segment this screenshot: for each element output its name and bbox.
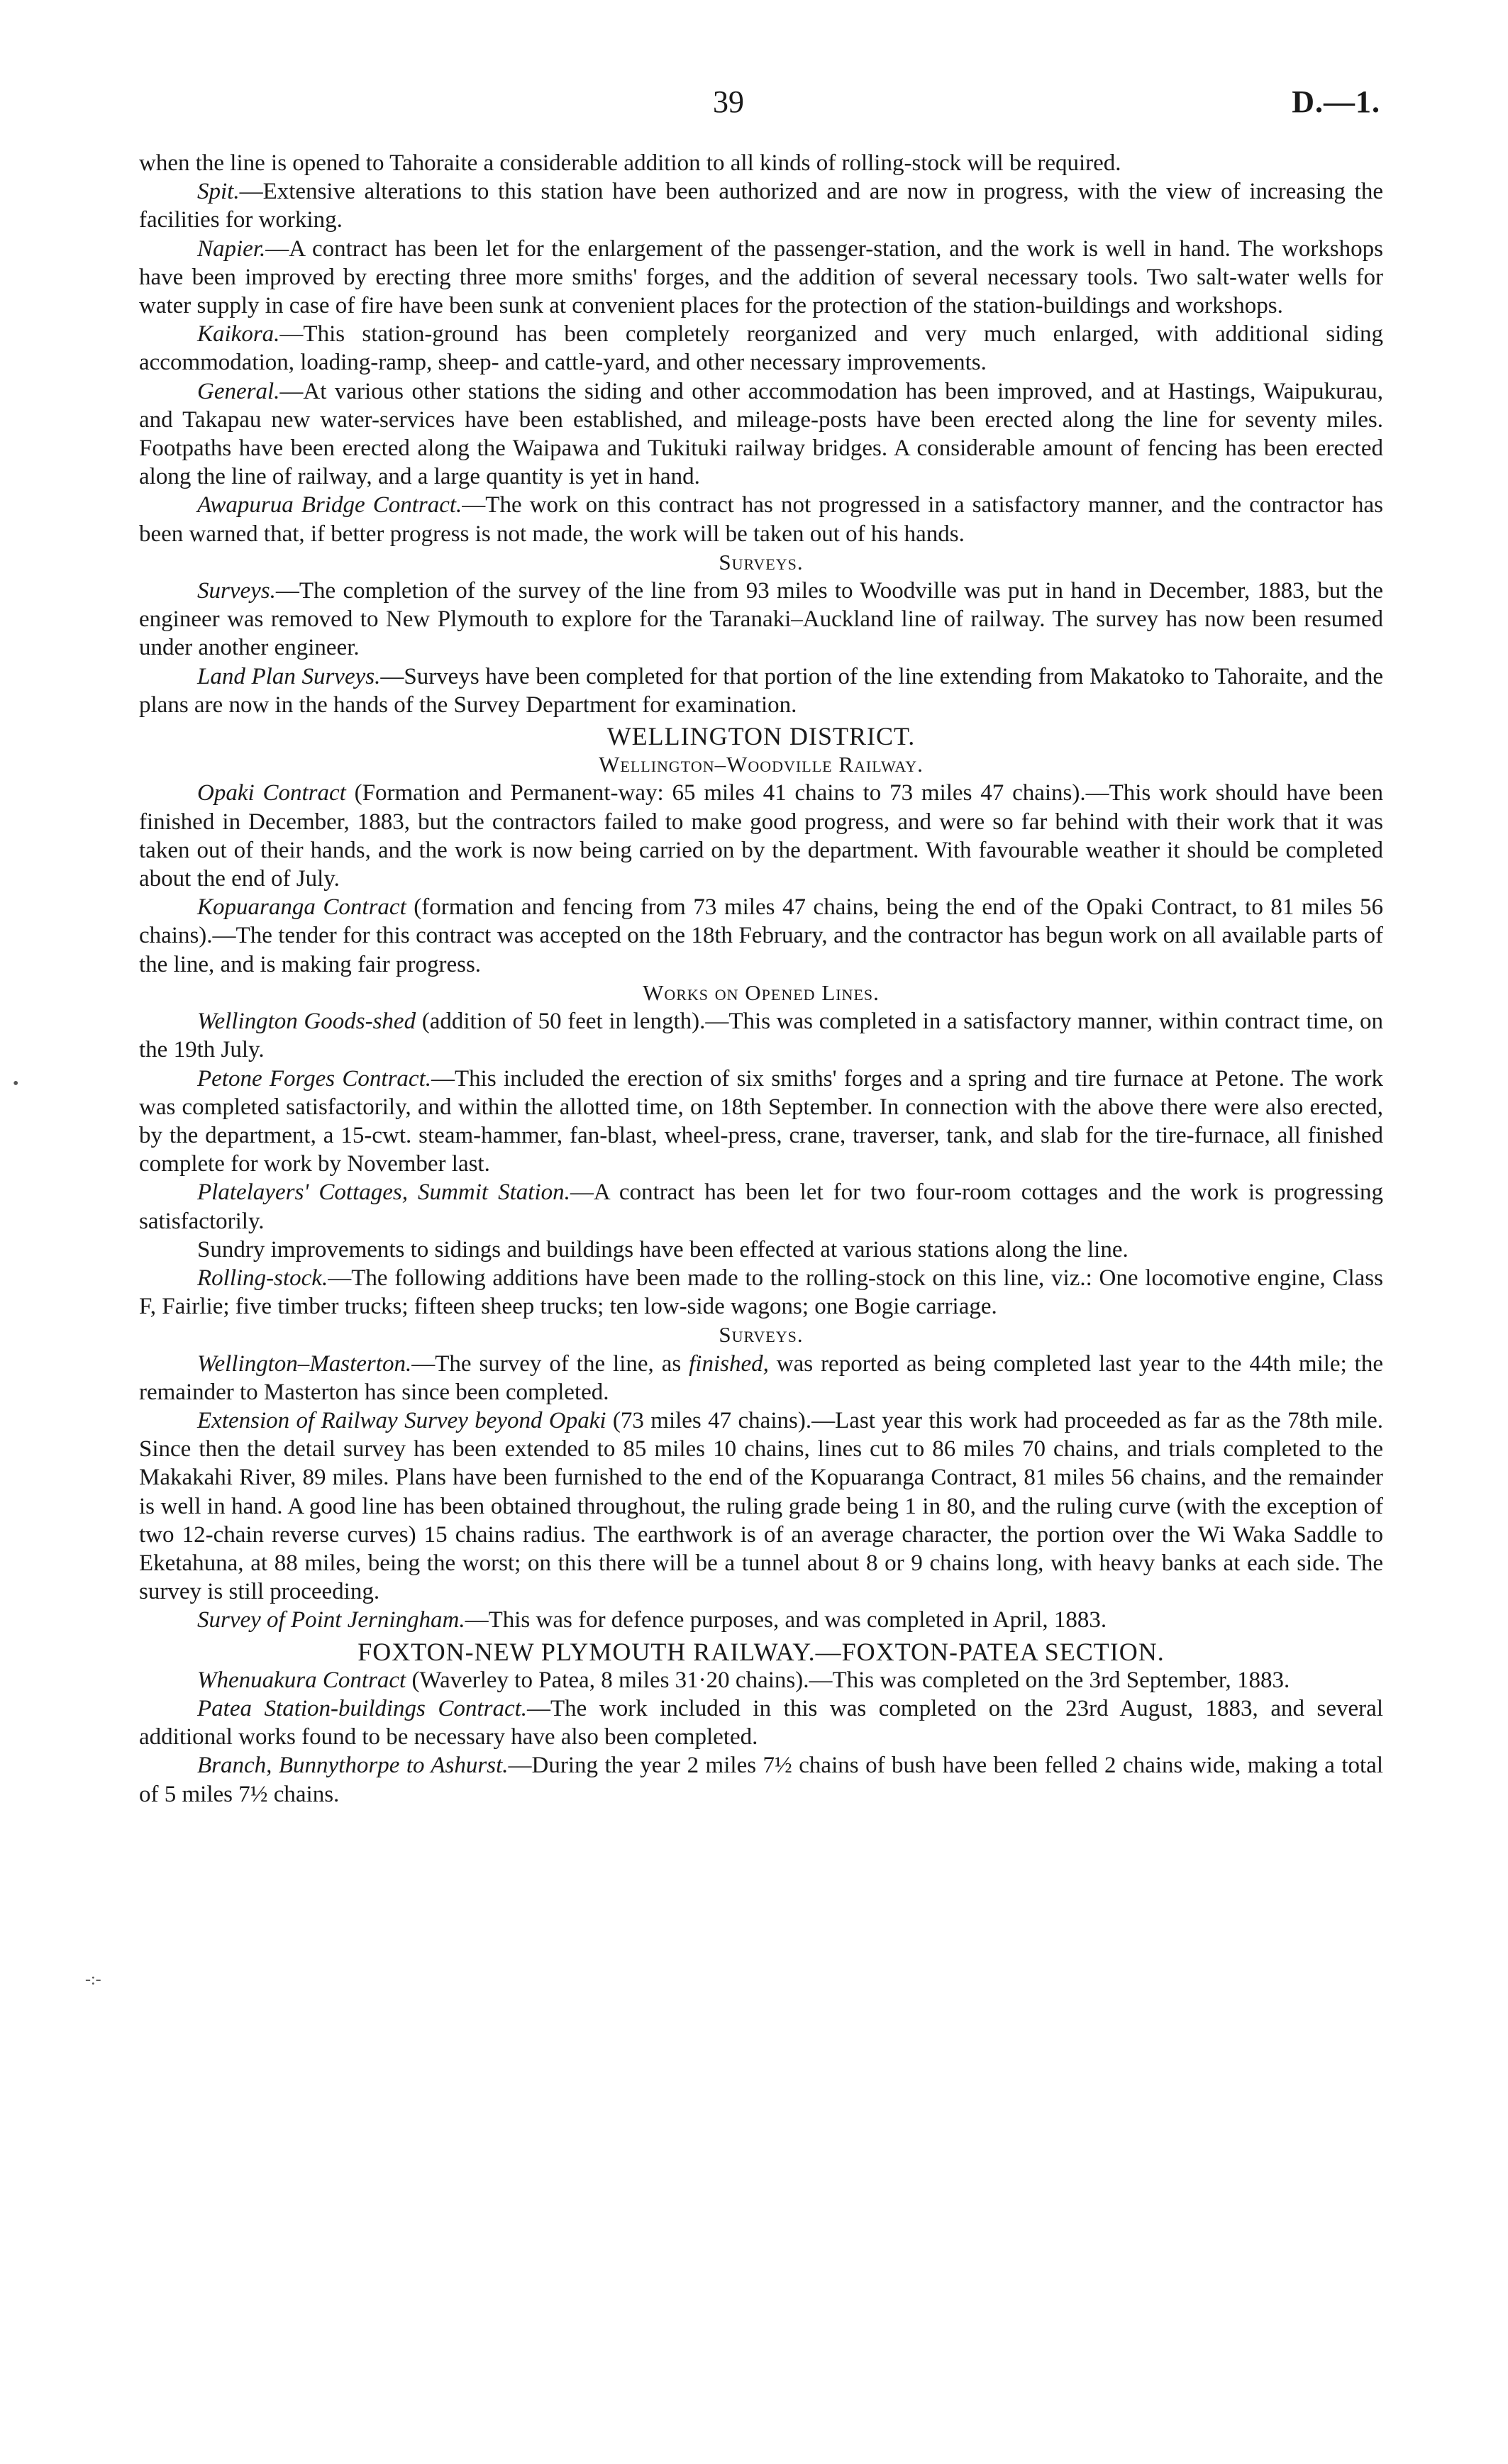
paragraph: Extension of Railway Survey beyond Opaki (73 miles 47 chains).—Last year this work had proceeded as far as the 78th mile. Since then the detail survey has been extended to 85 miles 10 chains, lines cut to 86 miles 70 chains, and trials completed to the Makakahi River, 89 miles. Plans have been furnished to the end of the Kopuaranga Contract, 81 miles 56 chains, and the remainder is well in hand. A good line has been obtained throughout, the ruling grade being 1 in 80, and the ruling curve (with the exception of two 12-chain reverse curves) 15 chains radius. The earthwork is of an average character, the portion over the Wi Waka Saddle to Eketahuna, at 88 miles, being the worst; on this there will be a tunnel about 8 or 9 chains long, with heavy banks at each side. The survey is still proceeding. — [139, 1407, 1383, 1605]
paragraph: Kaikora.—This station-ground has been completely reorganized and very much enlarged, with additional siding accommodation, loading-ramp, sheep- and cattle-yard, and other necessary improvements. — [139, 321, 1383, 376]
section-heading: Surveys. — [719, 1322, 804, 1348]
section-heading: Works on Opened Lines. — [643, 980, 880, 1005]
paragraph: Survey of Point Jerningham.—This was for defence purposes, and was completed in April, 1883. — [197, 1607, 1107, 1633]
paragraph: Wellington Goods-shed (addition of 50 feet in length).—This was completed in a satisfactory manner, within contract time, on the 19th July. — [139, 1009, 1383, 1063]
section-title: FOXTON-NEW PLYMOUTH RAILWAY.—FOXTON-PATEA SECTION. — [357, 1637, 1165, 1666]
body-text — [139, 149, 1383, 1809]
section-heading: Surveys. — [719, 549, 804, 575]
district-heading: WELLINGTON DISTRICT. — [606, 722, 916, 751]
paragraph: when the line is opened to Tahoraite a considerable addition to all kinds of rolling-stock will be required. — [139, 150, 1121, 176]
paragraph: Spit.—Extensive alterations to this station have been authorized and are now in progress, with the view of increasing the facilities for working. — [139, 179, 1383, 233]
page-header — [0, 84, 1508, 126]
paragraph: Opaki Contract (Formation and Permanent-way: 65 miles 41 chains to 73 miles 47 chains).—This work should have been finished in December, 1883, but the contractors failed to make good progress, and were so far behind with their work that it was taken out of their hands, and the work is now being carried on by the department. With favourable weather it should be completed about the end of July. — [139, 780, 1383, 892]
margin-mark: • — [13, 1075, 19, 1093]
paragraph: Petone Forges Contract.—This included the erection of six smiths' forges and a spring and tire furnace at Petone. The work was completed satisfactorily, and within the allotted time, on 18th September. In connection with the above there were also erected, by the department, a 15-cwt. steam-hammer, fan-blast, wheel-press, crane, traverser, tank, and slab for the tire-furnace, all finished complete for work by November last. — [139, 1065, 1383, 1177]
paragraph: Napier.—A contract has been let for the enlargement of the passenger-station, and the work is well in hand. The workshops have been improved by erecting three more smiths' forges, and the addition of several necessary tools. Two salt-water wells for water supply in case of fire have been sunk at convenient places for the protection of the station-buildings and workshops. — [139, 235, 1383, 319]
paragraph: Surveys.—The completion of the survey of the line from 93 miles to Woodville was put in hand in December, 1883, but the engineer was removed to New Plymouth to explore for the Taranaki–Auckland line of railway. The survey has now been resumed under another engineer. — [139, 578, 1383, 661]
paragraph: Whenuakura Contract (Waverley to Patea, 8 miles 31·20 chains).—This was completed on the 3rd September, 1883. — [197, 1667, 1290, 1693]
page-number: 39 — [713, 84, 744, 119]
paragraph: Kopuaranga Contract (formation and fencing from 73 miles 47 chains, being the end of the Opaki Contract, to 81 miles 56 chains).—The tender for this contract was accepted on the 18th February, and the contractor has begun work on all available parts of the line, and is making fair progress. — [139, 894, 1383, 977]
paragraph: Branch, Bunnythorpe to Ashurst.—During the year 2 miles 7½ chains of bush have been felled 2 chains wide, making a total of 5 miles 7½ chains. — [139, 1753, 1383, 1807]
paragraph: Sundry improvements to sidings and buildings have been effected at various stations along the line. — [197, 1236, 1129, 1262]
railway-heading: Wellington–Woodville Railway. — [599, 752, 924, 777]
paragraph: Land Plan Surveys.—Surveys have been completed for that portion of the line extending from Makatoko to Tahoraite, and the plans are now in the hands of the Survey Department for examination. — [139, 663, 1383, 718]
paragraph: Patea Station-buildings Contract.—The work included in this was completed on the 23rd August, 1883, and several additional works found to be necessary have also been completed. — [139, 1695, 1383, 1750]
paragraph: Platelayers' Cottages, Summit Station.—A contract has been let for two four-room cottages and the work is progressing satisfactorily. — [139, 1180, 1383, 1234]
margin-mark: -:- — [85, 1970, 101, 1989]
paragraph: Rolling-stock.—The following additions have been made to the rolling-stock on this line, viz.: One locomotive engine, Class F, Fairlie; five timber trucks; fifteen sheep trucks; ten low-side wagons; one Bogie carriage. — [139, 1265, 1383, 1320]
paragraph: Awapurua Bridge Contract.—The work on this contract has not progressed in a satisfactory manner, and the contractor has been warned that, if better progress is not made, the work will be taken out of his hands. — [139, 492, 1383, 547]
paragraph: Wellington–Masterton.—The survey of the line, as finished, was reported as being completed last year to the 44th mile; the remainder to Masterton has since been completed. — [139, 1350, 1383, 1405]
paragraph: General.—At various other stations the siding and other accommodation has been improved, and at Hastings, Waipukurau, and Takapau new water-services have been established, and mileage-posts have been erected along the line for seventy miles. Footpaths have been erected along the Waipawa and Tukituki railway bridges. A considerable amount of fencing has been erected along the line of railway, and a large quantity is yet in hand. — [139, 378, 1383, 490]
document-reference: D.—1. — [1292, 84, 1380, 119]
